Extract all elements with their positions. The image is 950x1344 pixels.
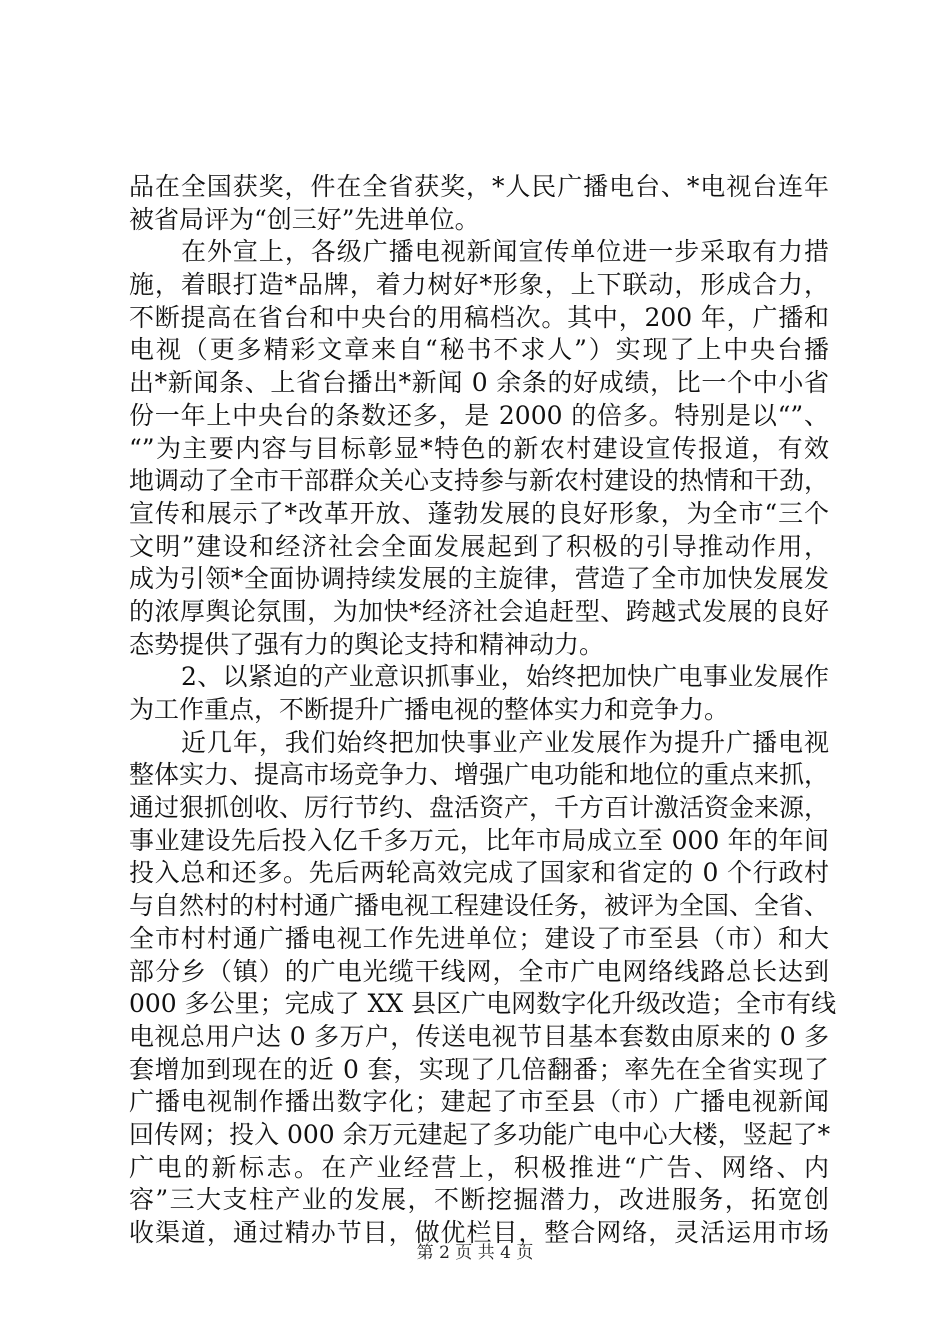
text-line: 广播电视制作播出数字化；建起了市至县（市）广播电视新闻 xyxy=(129,1087,829,1117)
text-line: 宣传和展示了*改革开放、蓬勃发展的良好形象，为全市“三个 xyxy=(129,498,829,528)
text-line: 全市村村通广播电视工作先进单位；建设了市至县（市）和大 xyxy=(129,923,829,953)
text-line: 套增加到现在的近 0 套，实现了几倍翻番；率先在全省实现了 xyxy=(129,1054,829,1084)
text-line: 电视（更多精彩文章来自“秘书不求人”）实现了上中央台播 xyxy=(129,335,829,365)
text-line: 施，着眼打造*品牌，着力树好*形象，上下联动，形成合力， xyxy=(129,270,829,300)
text-line: 态势提供了强有力的舆论支持和精神动力。 xyxy=(129,629,605,659)
text-line: 被省局评为“创三好”先进单位。 xyxy=(129,204,480,234)
text-line: 回传网；投入 000 余万元建起了多功能广电中心大楼，竖起了* xyxy=(129,1119,831,1149)
text-line: 000 多公里；完成了 XX 县区广电网数字化升级改造；全市有线 xyxy=(129,989,837,1019)
text-line: 部分乡（镇）的广电光缆干线网，全市广电网络线路总长达到 xyxy=(129,956,829,986)
text-line: 通过狠抓创收、厉行节约、盘活资产，千方百计激活资金来源， xyxy=(129,793,830,823)
text-line: 在外宣上，各级广播电视新闻宣传单位进一步采取有力措 xyxy=(181,237,829,267)
text-line: 品在全国获奖，件在全省获奖，*人民广播电台、*电视台连年 xyxy=(129,172,829,201)
text-line: 投入总和还多。先后两轮高效完成了国家和省定的 0 个行政村 xyxy=(129,858,829,888)
document-body xyxy=(129,171,837,1250)
page-footer: 第 2 页 共 4 页 xyxy=(416,1243,534,1263)
text-line: 收渠道，通过精办节目，做优栏目，整合网络，灵活运用市场 xyxy=(129,1218,829,1247)
text-line: 容”三大支柱产业的发展，不断挖掘潜力，改进服务，拓宽创 xyxy=(129,1185,829,1215)
text-line: 2、以紧迫的产业意识抓事业，始终把加快广电事业发展作 xyxy=(181,662,829,692)
text-line: 出*新闻条、上省台播出*新闻 0 余条的好成绩，比一个中小省 xyxy=(129,368,829,398)
text-line: 与自然村的村村通广播电视工程建设任务，被评为全国、全省、 xyxy=(129,891,830,921)
text-line: 广电的新标志。在产业经营上，积极推进“广告、网络、内 xyxy=(129,1152,829,1182)
text-line: 地调动了全市干部群众关心支持参与新农村建设的热情和干劲， xyxy=(129,466,830,496)
text-line: 成为引领*全面协调持续发展的主旋律，营造了全市加快发展发 xyxy=(129,564,829,594)
text-line: 整体实力、提高市场竞争力、增强广电功能和地位的重点来抓， xyxy=(129,760,830,790)
text-line: “”为主要内容与目标彰显*特色的新农村建设宣传报道，有效 xyxy=(129,433,829,463)
text-line: 近几年，我们始终把加快事业产业发展作为提升广播电视 xyxy=(181,727,829,757)
text-line: 为工作重点，不断提升广播电视的整体实力和竞争力。 xyxy=(129,695,730,724)
text-line: 的浓厚舆论氛围，为加快*经济社会追赶型、跨越式发展的良好 xyxy=(129,596,829,626)
text-line: 不断提高在省台和中央台的用稿档次。其中，200 年，广播和 xyxy=(129,302,829,332)
text-line: 事业建设先后投入亿千多万元，比年市局成立至 000 年的年间 xyxy=(129,825,829,855)
text-line: 文明”建设和经济社会全面发展起到了积极的引导推动作用， xyxy=(129,531,829,561)
text-line: 份一年上中央台的条数还多，是 2000 的倍多。特别是以“”、 xyxy=(129,400,829,430)
text-line: 电视总用户达 0 多万户，传送电视节目基本套数由原来的 0 多 xyxy=(129,1021,829,1051)
